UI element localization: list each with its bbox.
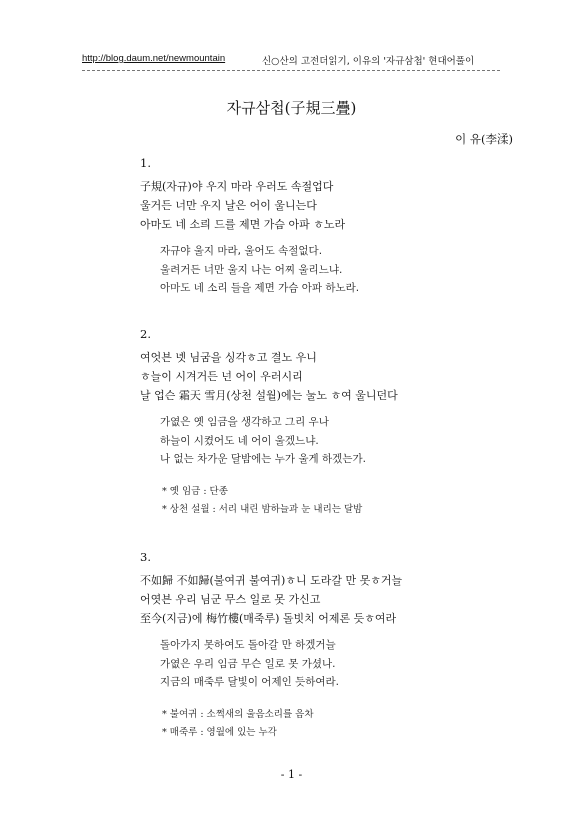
original-line: 아마도 네 소릐 드를 제면 가슴 아파 ㅎ노라 <box>140 218 346 231</box>
poem-section-3 <box>140 550 402 742</box>
original-line: 子規(자규)야 우지 마라 우러도 속절업다 <box>140 180 334 193</box>
poem-section-1 <box>140 156 359 298</box>
modern-translation <box>160 242 359 298</box>
original-line: 不如歸 不如歸(불여귀 불여귀)ㅎ니 도라갈 만 못ㅎ거늘 <box>140 574 403 587</box>
poem-section-2 <box>140 327 398 519</box>
header-divider <box>82 70 500 71</box>
original-line: 울거든 너만 우지 날은 어이 울니는다 <box>140 199 317 212</box>
modern-line: 가엾은 옛 임금을 생각하고 그리 우나 <box>160 416 329 428</box>
footnotes <box>162 706 402 742</box>
header-url-link[interactable]: http://blog.daum.net/newmountain <box>82 53 226 64</box>
page-title: 자규삼첩(子規三疊) <box>226 99 357 117</box>
original-verse <box>140 571 402 628</box>
modern-line: 아마도 네 소리 들을 제면 가슴 아파 하노라. <box>160 282 360 294</box>
footnotes <box>162 483 398 519</box>
original-verse <box>140 177 359 234</box>
footnote: * 매죽루 : 영월에 있는 누각 <box>162 726 277 738</box>
original-verse <box>140 348 398 405</box>
modern-translation <box>160 413 398 469</box>
original-line: 여엇븐 녯 님굼을 싱각ㅎ고 결노 우니 <box>140 351 317 364</box>
footnote: * 불여귀 : 소쩍새의 울음소리를 음차 <box>162 708 314 720</box>
modern-line: 나 없는 차가운 달밤에는 누가 울게 하겠는가. <box>160 453 366 465</box>
modern-line: 울려거든 너만 울지 나는 어찌 울리느냐. <box>160 263 343 276</box>
page-number: - 1 - <box>280 768 303 781</box>
header-site-title: 신○산의 고전더읽기, 이유의 '자규삼첩' 현대어풀이 <box>262 56 475 67</box>
original-line: 날 업슨 霜天 雪月(상천 설월)에는 눌노 ㅎ여 울니던다 <box>140 389 398 402</box>
footnote: * 상천 설월 : 서리 내린 밤하늘과 눈 내리는 달밤 <box>162 503 363 515</box>
modern-line: 지금의 매죽루 달빛이 어제인 듯하여라. <box>160 676 339 688</box>
author: 이 유(李渘) <box>455 132 513 146</box>
original-line: 至今(지금)에 梅竹樓(매죽루) 돌빗치 어제론 듯ㅎ여라 <box>140 612 397 625</box>
section-number: 3. <box>140 550 151 564</box>
original-line: 어엿븐 우리 님군 무스 일로 못 가신고 <box>140 593 321 606</box>
modern-line: 하늘이 시켰어도 네 어이 울겠느냐. <box>160 434 319 447</box>
footnote: * 옛 임금 : 단종 <box>162 485 228 497</box>
section-number: 2. <box>140 327 151 341</box>
section-number: 1. <box>140 156 151 170</box>
modern-translation <box>160 636 402 692</box>
modern-line: 돌아가지 못하여도 돌아갈 만 하겠거늘 <box>160 639 336 651</box>
modern-line: 가엾은 우리 임금 무슨 일로 못 가셨나. <box>160 657 336 670</box>
original-line: ㅎ늘이 시겨거든 넌 어이 우러시리 <box>140 370 303 383</box>
modern-line: 자규야 울지 마라, 울어도 속절없다. <box>160 245 323 257</box>
